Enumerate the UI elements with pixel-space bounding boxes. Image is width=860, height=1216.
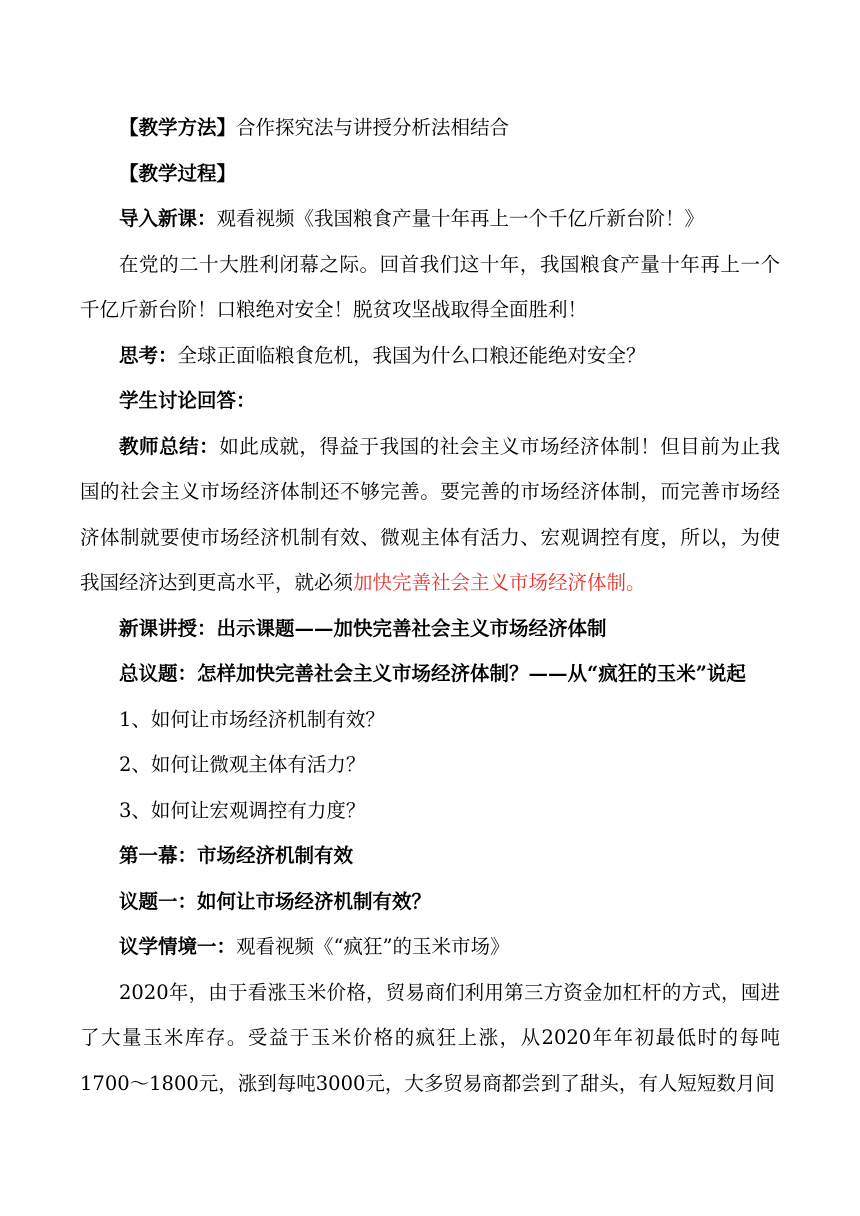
teaching-method-label: 【教学方法】 (119, 116, 237, 139)
question-item: 3、如何让宏观调控有力度？ (119, 798, 366, 822)
question-item: 1、如何让市场经济机制有效？ (119, 707, 385, 731)
intro-label: 导入新课： (119, 207, 217, 230)
teacher-summary-paragraph (80, 424, 780, 606)
intro-paragraph: 在党的二十大胜利闭幕之际。回首我们这十年，我国粮食产量十年再上一个千亿斤新台阶！口粮绝对安全！脱贫攻坚战取得全面胜利！ (80, 252, 780, 321)
teacher-summary-text: 如此成就，得益于我国的社会主义市场经济体制！但目前为止我国的社会主义市场经济体制还不够完善。要完善的市场经济体制，而完善市场经济体制就要使市场经济机制有效、微观主体有活力、宏观调控有度，所以，为使我国经济达到更高水平，就必须 (80, 434, 780, 594)
new-lesson-heading: 新课讲授：出示课题——加快完善社会主义市场经济体制 (119, 616, 607, 640)
teaching-method-line (80, 105, 780, 151)
scenario-one-label: 议学情境一： (119, 935, 237, 958)
topic-one-heading: 议题一：如何让市场经济机制有效？ (119, 889, 432, 913)
intro-text: 观看视频《我国粮食产量十年再上一个千亿斤新台阶！》 (216, 207, 705, 230)
think-text: 全球正面临粮食危机，我国为什么口粮还能绝对安全？ (177, 343, 646, 367)
question-item: 2、如何让微观主体有活力？ (119, 753, 366, 776)
intro-line (80, 196, 780, 242)
act-one-heading: 第一幕：市场经济机制有效 (119, 844, 354, 867)
general-topic-heading: 总议题：怎样加快完善社会主义市场经济体制？——从“疯狂的玉米”说起 (119, 662, 746, 685)
teacher-summary-label: 教师总结： (119, 434, 220, 458)
scenario-one-text: 观看视频《“疯狂”的玉米市场》 (236, 935, 510, 958)
document-page (80, 105, 780, 1106)
corn-paragraph: 2020年，由于看涨玉米价格，贸易商们利用第三方资金加杠杆的方式，囤进了大量玉米库存。受益于玉米价格的疯狂上涨，从2020年年初最低时的每吨1700～1800元，涨到每吨3000元，大多贸易商都尝到了甜头，有人短短数月间 (80, 980, 780, 1095)
think-line (80, 333, 780, 379)
think-label: 思考： (119, 343, 178, 367)
scenario-one-line (80, 924, 780, 970)
teacher-summary-highlight: 加快完善社会主义市场经济体制。 (353, 571, 646, 594)
teaching-process-heading: 【教学过程】 (119, 161, 237, 185)
student-answer-label: 学生讨论回答： (119, 389, 256, 412)
teaching-method-text: 合作探究法与讲授分析法相结合 (236, 116, 510, 139)
